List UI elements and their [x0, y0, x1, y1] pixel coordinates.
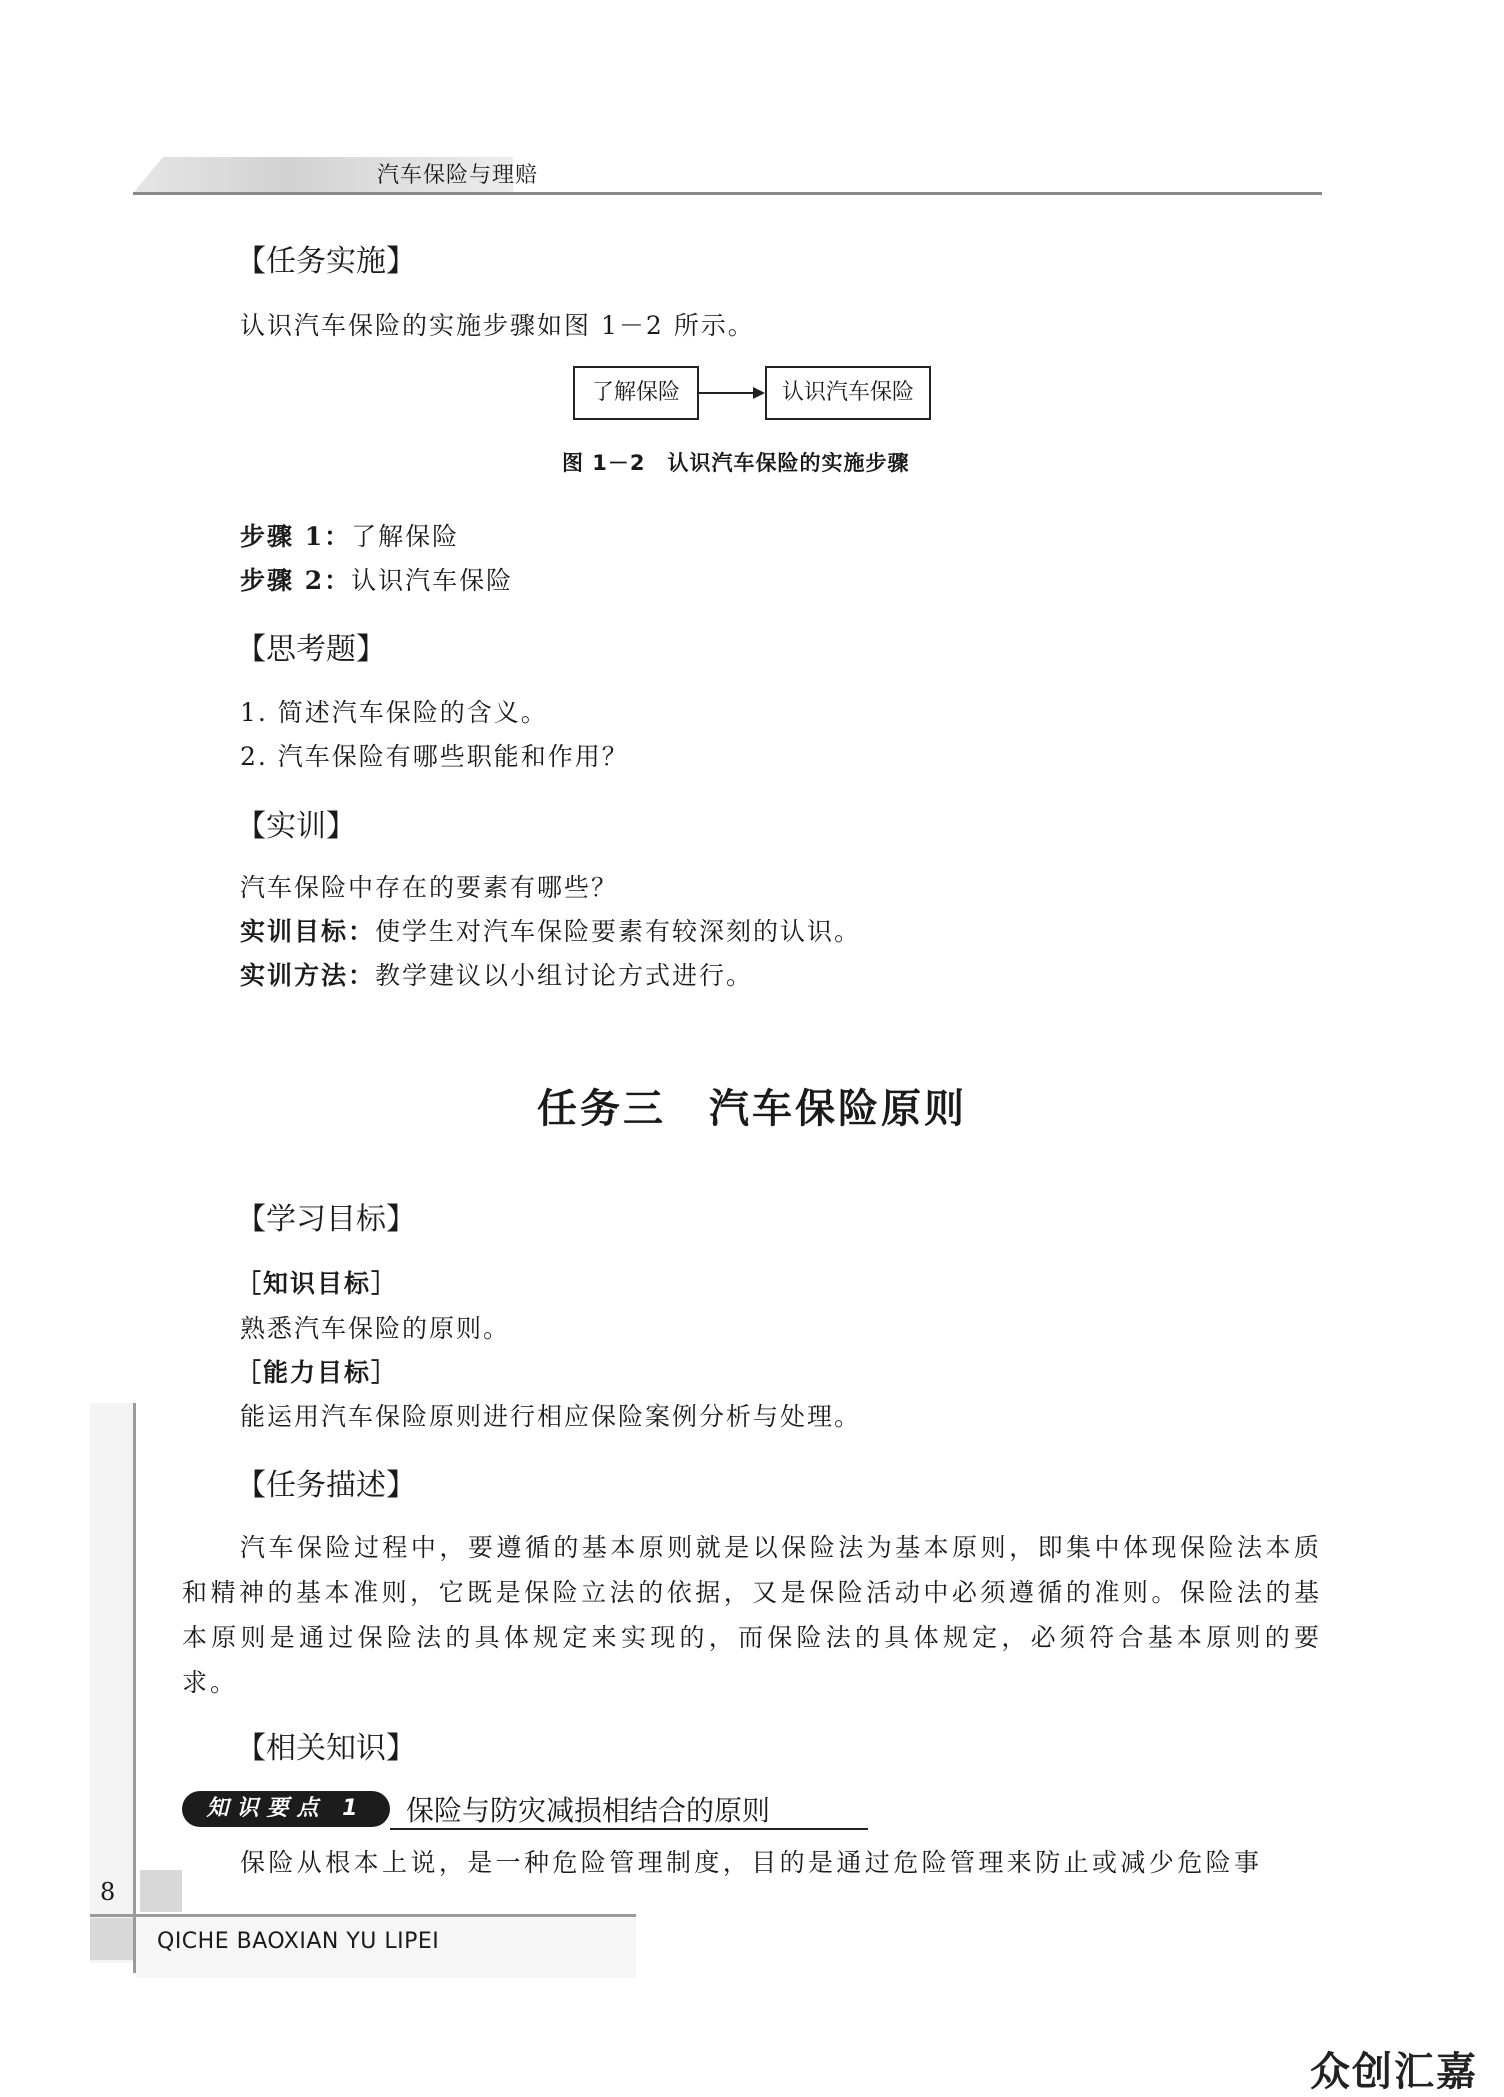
step-1 — [240, 517, 459, 553]
step-2 — [240, 561, 513, 597]
step-1-text: 了解保险 — [351, 522, 460, 551]
watermark-logo: 众创汇嘉 — [1310, 2049, 1478, 2095]
training-method-text: 教学建议以小组讨论方式进行。 — [375, 961, 754, 990]
flow-box-step2-label: 认识汽车保险 — [781, 380, 914, 405]
section-heading-related-knowledge: 【相关知识】 — [236, 1731, 416, 1766]
implementation-intro: 认识汽车保险的实施步骤如图 1－2 所示。 — [240, 311, 755, 340]
footer-square — [140, 1870, 182, 1912]
question-2: 2. 汽车保险有哪些职能和作用？ — [240, 742, 629, 771]
knowledge-point-underline — [390, 1828, 868, 1830]
flow-box-step2 — [765, 366, 931, 420]
question-1: 1. 简述汽车保险的含义。 — [240, 698, 548, 727]
footer-vertical-rule — [133, 1403, 136, 1973]
section-heading-learning-goals: 【学习目标】 — [236, 1202, 416, 1237]
flow-box-step1-label: 了解保险 — [591, 380, 680, 405]
knowledge-point-paragraph: 保险从根本上说，是一种危险管理制度，目的是通过危险管理来防止或减少危险事 — [240, 1848, 1263, 1877]
flow-box-step1 — [573, 366, 699, 420]
ability-goal-text: 能运用汽车保险原则进行相应保险案例分析与处理。 — [240, 1402, 862, 1431]
page-number: 8 — [100, 1878, 116, 1906]
training-question: 汽车保险中存在的要素有哪些？ — [240, 873, 619, 902]
footer-rule — [90, 1914, 636, 1917]
step-2-label: 步骤 2： — [240, 566, 352, 595]
figure-caption: 图 1－2 认识汽车保险的实施步骤 — [562, 451, 910, 475]
section-heading-implementation: 【任务实施】 — [236, 244, 416, 279]
training-goal-text: 使学生对汽车保险要素有较深刻的认识。 — [375, 917, 862, 946]
knowledge-goal-label: ［知识目标］ — [236, 1269, 399, 1298]
task-description-paragraph: 汽车保险过程中，要遵循的基本原则就是以保险法为基本原则，即集中体现保险法本质和精神的基本准则，它既是保险立法的依据，又是保险活动中必须遵循的准则。保险法的基本原则是通过保险法的具体规定来实现的，而保险法的具体规定，必须符合基本原则的要求。 — [182, 1533, 1322, 1697]
section-heading-training: 【实训】 — [236, 809, 356, 844]
knowledge-point-badge: 知识要点 1 — [182, 1791, 390, 1827]
header-title: 汽车保险与理赔 — [377, 163, 539, 188]
header-rule — [133, 192, 1322, 195]
task-title: 任务三 汽车保险原则 — [537, 1085, 967, 1132]
training-goal — [240, 912, 861, 948]
training-method-label: 实训方法： — [240, 961, 376, 990]
knowledge-point-title: 保险与防灾减损相结合的原则 — [406, 1794, 771, 1827]
footer-running-title: QICHE BAOXIAN YU LIPEI — [157, 1929, 440, 1954]
step-1-label: 步骤 1： — [240, 522, 352, 551]
flow-arrow — [697, 383, 765, 403]
ability-goal-label: ［能力目标］ — [236, 1358, 399, 1387]
footer-square — [90, 1918, 133, 1960]
section-heading-questions: 【思考题】 — [236, 632, 386, 667]
section-heading-task-description: 【任务描述】 — [236, 1468, 416, 1503]
training-goal-label: 实训目标： — [240, 917, 376, 946]
step-2-text: 认识汽车保险 — [351, 566, 514, 595]
training-method — [240, 956, 753, 992]
knowledge-goal-text: 熟悉汽车保险的原则。 — [240, 1314, 511, 1343]
